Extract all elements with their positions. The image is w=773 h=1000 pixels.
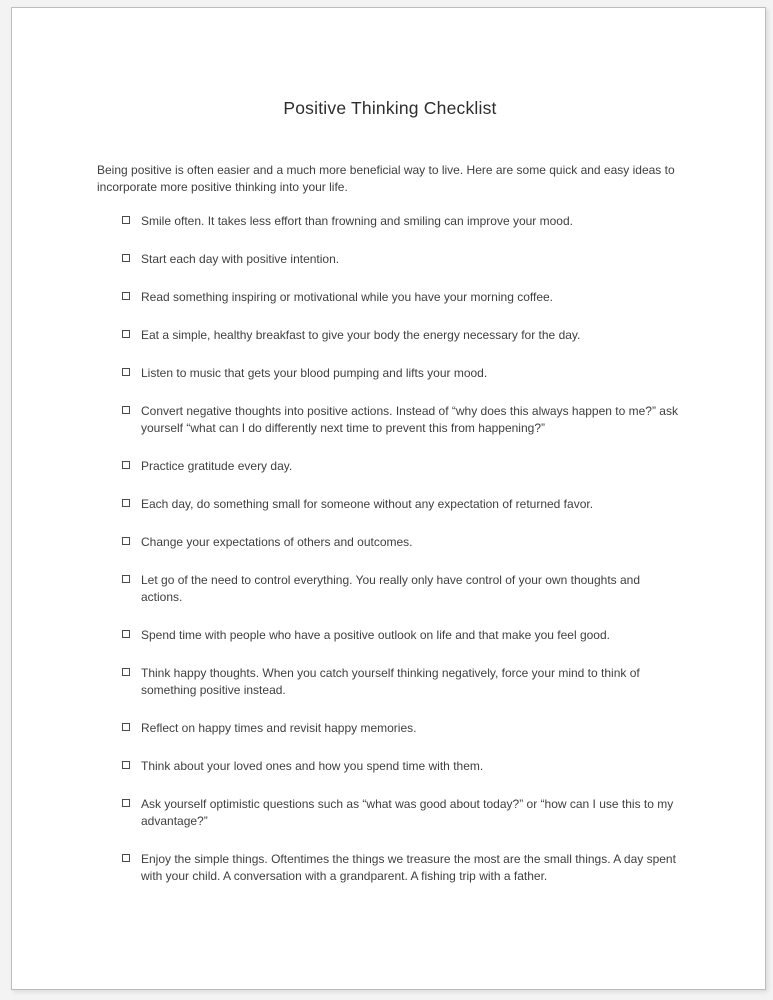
checklist-item: [122, 289, 683, 306]
checklist-item-text: Let go of the need to control everything. You really only have control of your own thoughts and actions.: [141, 573, 641, 604]
checklist-item-text: Think happy thoughts. When you catch yourself thinking negatively, force your mind to think of something positive instead.: [141, 666, 640, 697]
document-page: [11, 7, 766, 990]
checklist-item: [122, 534, 683, 551]
checklist-item-text: Smile often. It takes less effort than frowning and smiling can improve your mood.: [141, 214, 573, 228]
checkbox-icon[interactable]: [122, 499, 130, 507]
checkbox-icon[interactable]: [122, 575, 130, 583]
checkbox-icon[interactable]: [122, 292, 130, 300]
checkbox-icon[interactable]: [122, 216, 130, 224]
checklist-item-text: Spend time with people who have a positive outlook on life and that make you feel good.: [141, 628, 610, 642]
checklist-item-text: Think about your loved ones and how you spend time with them.: [141, 759, 484, 773]
checklist-item: [122, 665, 683, 699]
checklist-item: [122, 327, 683, 344]
intro-paragraph: Being positive is often easier and a much more beneficial way to live. Here are some quick and easy ideas to incorporate more positive thinking into your life.: [97, 163, 675, 194]
checklist: [97, 213, 683, 885]
checkbox-icon[interactable]: [122, 668, 130, 676]
checklist-item-text: Enjoy the simple things. Oftentimes the things we treasure the most are the small things. A day spent with your child. A conversation with a grandparent. A fishing trip with a father.: [141, 852, 676, 883]
checkbox-icon[interactable]: [122, 254, 130, 262]
checklist-item: [122, 458, 683, 475]
checklist-item-text: Eat a simple, healthy breakfast to give your body the energy necessary for the day.: [141, 328, 581, 342]
checkbox-icon[interactable]: [122, 368, 130, 376]
checklist-item: [122, 627, 683, 644]
checklist-item: [122, 796, 683, 830]
checklist-item: [122, 403, 683, 437]
checklist-item: [122, 851, 683, 885]
checklist-item-text: Practice gratitude every day.: [141, 459, 293, 473]
page-title: Positive Thinking Checklist: [283, 98, 497, 118]
checklist-item-text: Each day, do something small for someone without any expectation of returned favor.: [141, 497, 594, 511]
checkbox-icon[interactable]: [122, 854, 130, 862]
checklist-item: [122, 720, 683, 737]
checklist-item: [122, 251, 683, 268]
checklist-item: [122, 213, 683, 230]
checklist-item: [122, 758, 683, 775]
checkbox-icon[interactable]: [122, 630, 130, 638]
checklist-item-text: Read something inspiring or motivational while you have your morning coffee.: [141, 290, 554, 304]
checklist-item: [122, 496, 683, 513]
checkbox-icon[interactable]: [122, 461, 130, 469]
checkbox-icon[interactable]: [122, 761, 130, 769]
checkbox-icon[interactable]: [122, 799, 130, 807]
checklist-item-text: Convert negative thoughts into positive actions. Instead of “why does this always happen to me?” ask yourself “what can I do differently next time to prevent this from happening?”: [141, 404, 678, 435]
checkbox-icon[interactable]: [122, 330, 130, 338]
checkbox-icon[interactable]: [122, 537, 130, 545]
checkbox-icon[interactable]: [122, 723, 130, 731]
checklist-item: [122, 365, 683, 382]
checklist-item-text: Start each day with positive intention.: [141, 252, 340, 266]
checklist-item: [122, 572, 683, 606]
checklist-item-text: Listen to music that gets your blood pumping and lifts your mood.: [141, 366, 488, 380]
checklist-item-text: Reflect on happy times and revisit happy memories.: [141, 721, 417, 735]
checkbox-icon[interactable]: [122, 406, 130, 414]
checklist-item-text: Change your expectations of others and outcomes.: [141, 535, 413, 549]
checklist-item-text: Ask yourself optimistic questions such as “what was good about today?” or “how can I use this to my advantage?”: [141, 797, 674, 828]
